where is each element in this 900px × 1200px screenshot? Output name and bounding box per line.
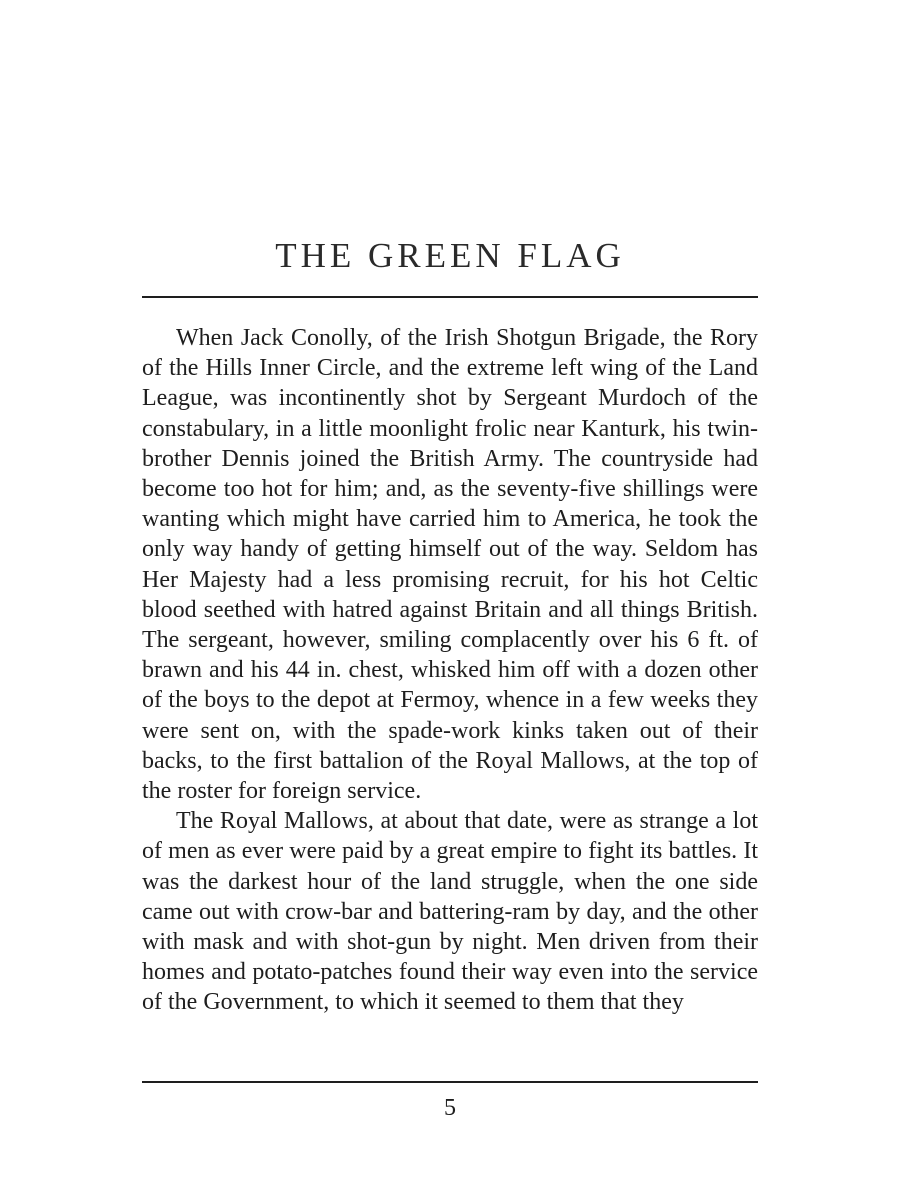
page-number: 5	[444, 1095, 456, 1121]
paragraph: When Jack Conolly, of the Irish Shotgun Brigade, the Rory of the Hills Inner Circle, and the extreme left wing of the Land League, was incontinently shot by Sergeant Murdoch of the constabulary, in a little moonlight frolic near Kanturk, his twin-brother Dennis joined the British Army. The countryside had become too hot for him; and, as the seventy-five shillings were wanting which might have carried him to America, he took the only way handy of getting himself out of the way. Seldom has Her Majesty had a less promising recruit, for his hot Celtic blood seethed with hatred against Britain and all things British. The sergeant, however, smiling complacently over his 6 ft. of brawn and his 44 in. chest, whisked him off with a dozen other of the boys to the depot at Fermoy, whence in a few weeks they were sent on, with the spade-work kinks taken out of their backs, to the first battalion of the Royal Mallows, at the top of the roster for foreign service.	[142, 325, 758, 805]
body-text	[142, 323, 758, 1018]
chapter-title: THE GREEN FLAG	[275, 236, 625, 275]
footer-divider	[142, 1081, 758, 1083]
paragraph: The Royal Mallows, at about that date, were as strange a lot of men as ever were paid by a great empire to fight its battles. It was the darkest hour of the land struggle, when the one side came out with crow-bar and battering-ram by day, and the other with mask and with shot-gun by night. Men driven from their homes and potato-patches found their way even into the service of the Government, to which it seemed to them that they	[142, 808, 758, 1016]
title-divider	[142, 296, 758, 298]
